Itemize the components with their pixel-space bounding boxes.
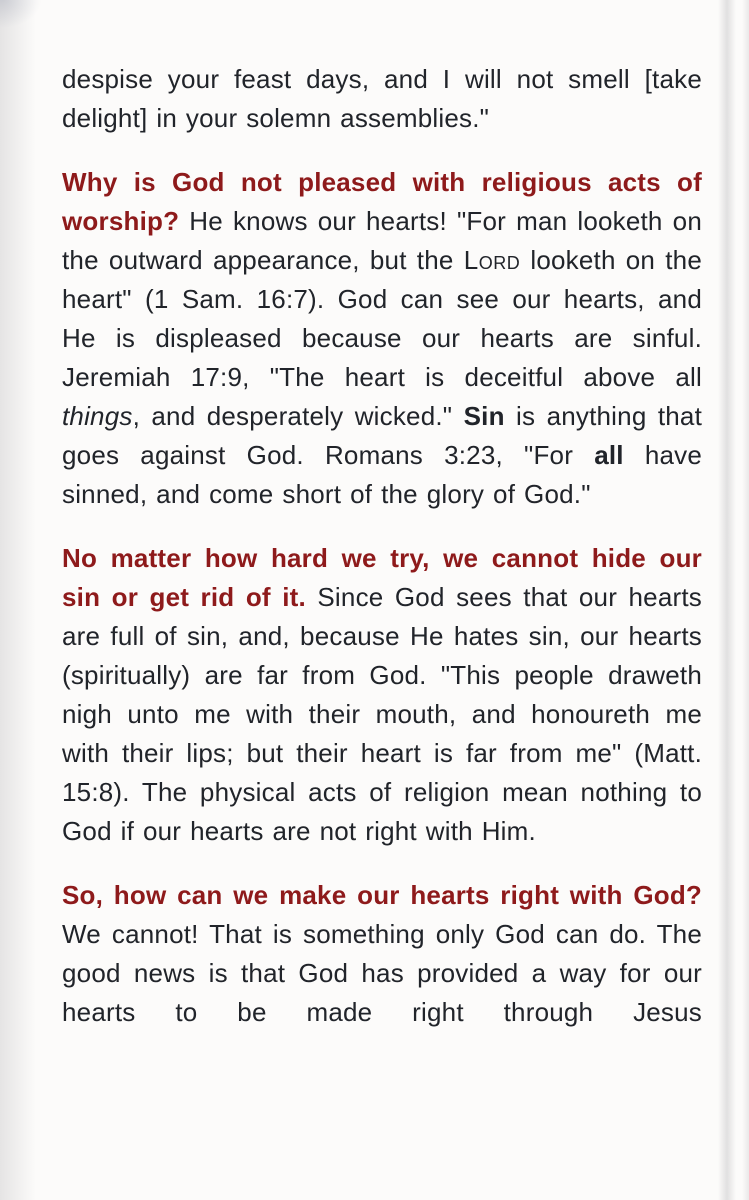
paragraph-cannot-hide-sin [62, 539, 702, 851]
paragraph-make-hearts-right [62, 876, 702, 1032]
page-edge-fold-shadow [718, 0, 736, 1200]
body-text-run: things [62, 401, 133, 431]
paragraph-continuation [62, 60, 702, 138]
question-heading-text: Why is God not pleased with religious acts of worship? [62, 167, 702, 236]
body-text-run: Sin [463, 401, 505, 431]
page-left-scan-shadow [0, 0, 36, 1200]
body-text-run: looketh on the heart" (1 Sam. 16:7). God can see our hearts, and He is displeased because our hearts are sinful. Jeremiah 17:9, "The heart is deceitful above all [62, 245, 703, 392]
body-text-run: despise your feast days, and I will not smell [take delight] in your solemn assemblies." [62, 64, 702, 133]
body-text-run: all [594, 440, 624, 470]
body-text-run: is anything that goes against God. Romans 3:23, "For [62, 401, 703, 470]
body-text-run: We cannot! That is something only God can do. The good news is that God has provided a way for our hearts to be made right through Jesus [62, 919, 702, 1027]
body-text-run: He knows our hearts! "For man looketh on the outward appearance, but the [62, 206, 702, 275]
body-text-run: have sinned, and come short of the glory of God." [62, 440, 703, 509]
body-text-run: Since God sees that our hearts are full of sin, and, because He hates sin, our hearts (spiritually) are far from God. "This people draweth nigh unto me with their mouth, and honoureth me with their lips; but their heart is far from me" (Matt. 15:8). The physical acts of religion mean nothing to God if our hearts are not right with Him. [62, 582, 702, 846]
paragraph-why-god-not-pleased [62, 163, 702, 514]
question-heading-text: No matter how hard we try, we cannot hide our sin or get rid of it. [62, 543, 702, 612]
page-text-block [62, 60, 702, 1057]
body-text-run: , and desperately wicked." [132, 401, 464, 431]
body-text-run: Lord [463, 245, 521, 275]
question-heading-text: So, how can we make our hearts right with God? [62, 880, 702, 910]
page-right-edge-shadow [742, 0, 749, 1200]
scan-corner-smudge [0, 0, 42, 28]
